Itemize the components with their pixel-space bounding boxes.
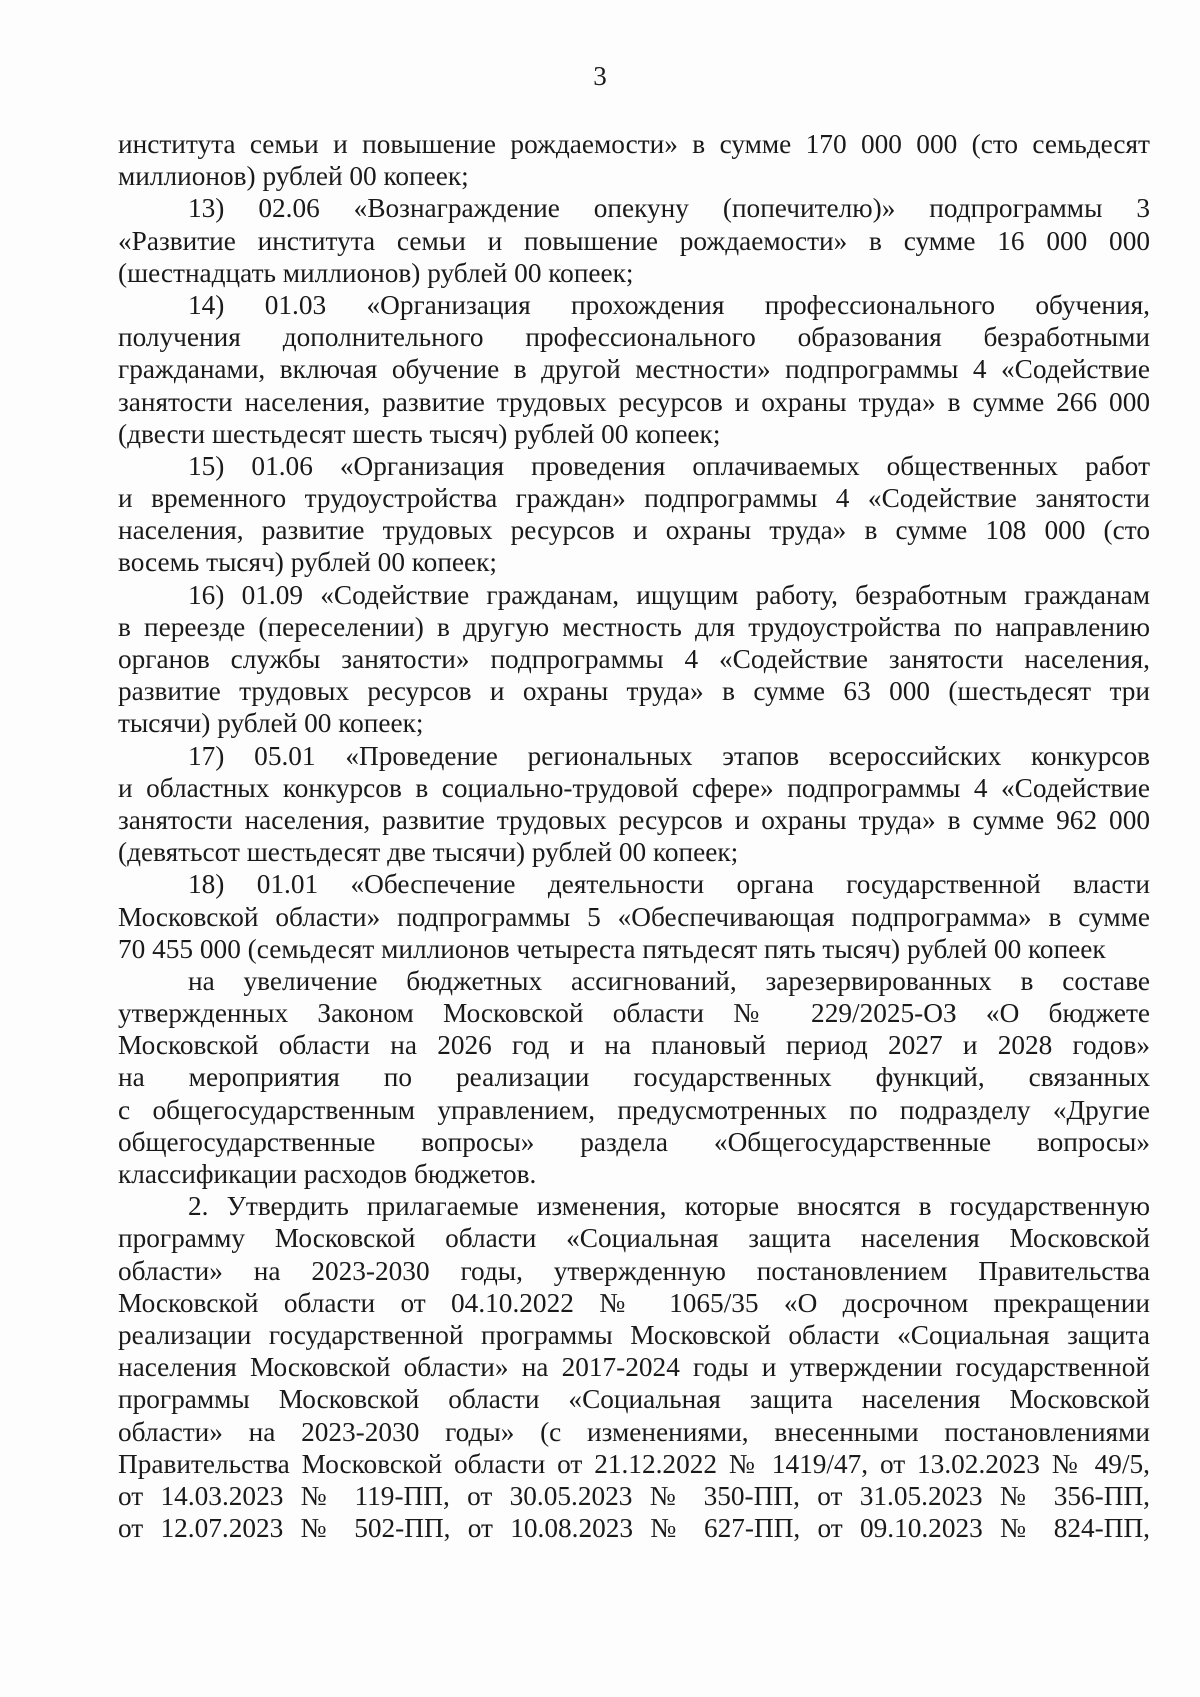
text-line: восемь тысяч) рублей 00 копеек; <box>118 547 498 578</box>
text-line: органов службы занятости» подпрограммы 4 «Содействие занятости населения, <box>118 644 1150 674</box>
text-line: с общегосударственным управлением, предусмотренных по подразделу «Другие <box>118 1094 1150 1125</box>
text-line: на мероприятия по реализации государственных функций, связанных <box>118 1062 1150 1093</box>
text-line: общегосударственные вопросы» раздела «Общегосударственные вопросы» <box>118 1126 1150 1157</box>
text-line: области» на 2023-2030 годы, утвержденную постановлением Правительства <box>118 1255 1150 1286</box>
text-line: утвержденных Законом Московской области № 229/2025-ОЗ «О бюджете <box>118 998 1150 1029</box>
text-line: и временного трудоустройства граждан» подпрограммы 4 «Содействие занятости <box>118 483 1150 514</box>
text-line: гражданами, включая обучение в другой местности» подпрограммы 4 «Содействие <box>118 354 1150 385</box>
text-line: 15) 01.06 «Организация проведения оплачиваемых общественных работ <box>188 450 1150 481</box>
text-line: института семьи и повышение рождаемости» в сумме 170 000 000 (сто семьдесят <box>118 129 1150 159</box>
text-line: (двести шестьдесят шесть тысяч) рублей 00 копеек; <box>118 418 721 449</box>
text-line: миллионов) рублей 00 копеек; <box>118 161 469 192</box>
page-number: 3 <box>593 61 607 91</box>
text-line: 18) 01.01 «Обеспечение деятельности органа государственной власти <box>188 869 1150 900</box>
text-line: 17) 05.01 «Проведение региональных этапов всероссийских конкурсов <box>188 740 1150 771</box>
text-line: (шестнадцать миллионов) рублей 00 копеек; <box>118 257 634 288</box>
text-line: от 14.03.2023 № 119-ПП, от 30.05.2023 № 350-ПП, от 31.05.2023 № 356-ПП, <box>118 1480 1150 1511</box>
text-line: «Развитие института семьи и повышение рождаемости» в сумме 16 000 000 <box>118 225 1150 256</box>
text-line: 2. Утвердить прилагаемые изменения, которые вносятся в государственную <box>188 1191 1150 1222</box>
text-line: (девятьсот шестьдесят две тысячи) рублей 00 копеек; <box>118 837 739 868</box>
text-line: получения дополнительного профессионального образования безработными <box>118 322 1150 353</box>
text-line: населения, развитие трудовых ресурсов и охраны труда» в сумме 108 000 (сто <box>118 515 1150 546</box>
text-line: и областных конкурсов в социально-трудовой сфере» подпрограммы 4 «Содействие <box>118 772 1150 803</box>
text-line: Московской области на 2026 год и на плановый период 2027 и 2028 годов» <box>118 1030 1150 1061</box>
text-line: Московской области» подпрограммы 5 «Обеспечивающая подпрограмма» в сумме <box>118 901 1150 932</box>
text-line: Московской области от 04.10.2022 № 1065/35 «О досрочном прекращении <box>118 1287 1150 1318</box>
text-line: занятости населения, развитие трудовых ресурсов и охраны труда» в сумме 962 000 <box>118 804 1150 835</box>
text-line: развитие трудовых ресурсов и охраны труда» в сумме 63 000 (шестьдесят три <box>118 676 1150 707</box>
text-line: 16) 01.09 «Содействие гражданам, ищущим работу, безработным гражданам <box>188 579 1150 610</box>
text-line: 13) 02.06 «Вознаграждение опекуну (попечителю)» подпрограммы 3 <box>188 193 1150 224</box>
text-line: на увеличение бюджетных ассигнований, зарезервированных в составе <box>188 965 1150 996</box>
text-line: населения Московской области» на 2017-2024 годы и утверждении государственной <box>118 1352 1150 1383</box>
text-line: в переезде (переселении) в другую местность для трудоустройства по направлению <box>118 611 1150 642</box>
text-line: программу Московской области «Социальная защита населения Московской <box>118 1223 1150 1254</box>
text-line: реализации государственной программы Московской области «Социальная защита <box>118 1319 1150 1350</box>
text-line: тысячи) рублей 00 копеек; <box>118 708 424 739</box>
text-line: от 12.07.2023 № 502-ПП, от 10.08.2023 № 627-ПП, от 09.10.2023 № 824-ПП, <box>118 1513 1150 1544</box>
text-line: Правительства Московской области от 21.12.2022 № 1419/47, от 13.02.2023 № 49/5, <box>118 1448 1150 1479</box>
text-line: занятости населения, развитие трудовых ресурсов и охраны труда» в сумме 266 000 <box>118 386 1150 417</box>
text-line: программы Московской области «Социальная защита населения Московской <box>118 1384 1150 1415</box>
text-line: 70 455 000 (семьдесят миллионов четыреста пятьдесят пять тысяч) рублей 00 копеек <box>118 933 1106 964</box>
text-line: 14) 01.03 «Организация прохождения профессионального обучения, <box>188 289 1150 320</box>
document-body <box>118 128 1150 1544</box>
text-line: классификации расходов бюджетов. <box>118 1159 537 1189</box>
text-line: области» на 2023-2030 годы» (с изменениями, внесенными постановлениями <box>118 1416 1150 1447</box>
